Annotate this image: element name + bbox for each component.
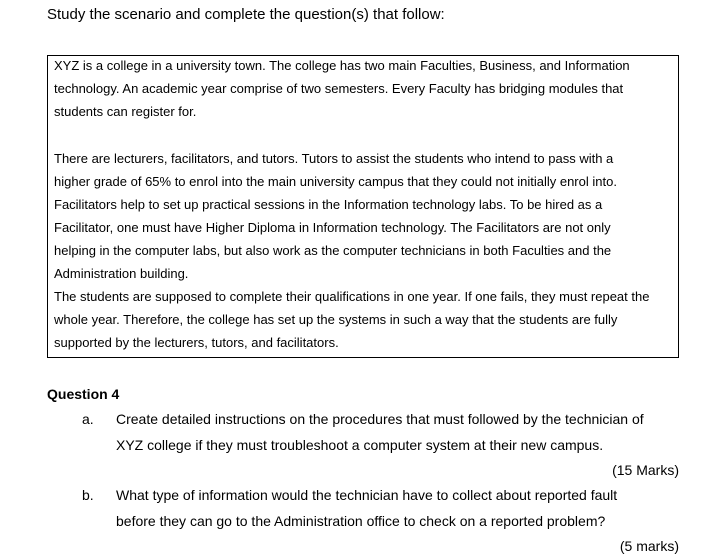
scenario-line: Facilitators help to set up practical sessions in the Information technology labs. To be hired as a [54,197,603,212]
question-heading: Question 4 [47,386,120,402]
question-item-text: XYZ college if they must troubleshoot a computer system at their new campus. [116,437,604,453]
scenario-line: XYZ is a college in a university town. The college has two main Faculties, Business, and Information [54,58,630,73]
scenario-line: Administration building. [54,266,189,281]
scenario-line: higher grade of 65% to enrol into the main university campus that they could not initially enrol into. [54,174,617,189]
scenario-line: The students are supposed to complete their qualifications in one year. If one fails, they must repeat the [54,289,650,304]
marks-label: (15 Marks) [612,462,679,478]
question-item-text: Create detailed instructions on the procedures that must followed by the technician of [116,411,644,427]
intro-instruction: Study the scenario and complete the question(s) that follow: [47,6,445,23]
scenario-line: helping in the computer labs, but also work as the computer technicians in both Faculties and the [54,243,612,258]
scenario-line: There are lecturers, facilitators, and tutors. Tutors to assist the students who intend to pass with a [54,151,614,166]
marks-label: (5 marks) [619,538,679,554]
scenario-line: whole year. Therefore, the college has set up the systems in such a way that the students are fully [54,312,618,327]
question-item-text: What type of information would the technician have to collect about reported fault [116,487,618,503]
scenario-box [47,55,679,358]
question-item-letter: a. [82,411,94,427]
scenario-line: students can register for. [54,104,197,119]
scenario-line: technology. An academic year comprise of two semesters. Every Faculty has bridging modules that [54,81,624,96]
question-item-letter: b. [82,487,94,503]
scenario-line: supported by the lecturers, tutors, and facilitators. [54,335,339,350]
question-item-text: before they can go to the Administration office to check on a reported problem? [116,513,606,529]
scenario-line: Facilitator, one must have Higher Diploma in Information technology. The Facilitators are not only [54,220,611,235]
